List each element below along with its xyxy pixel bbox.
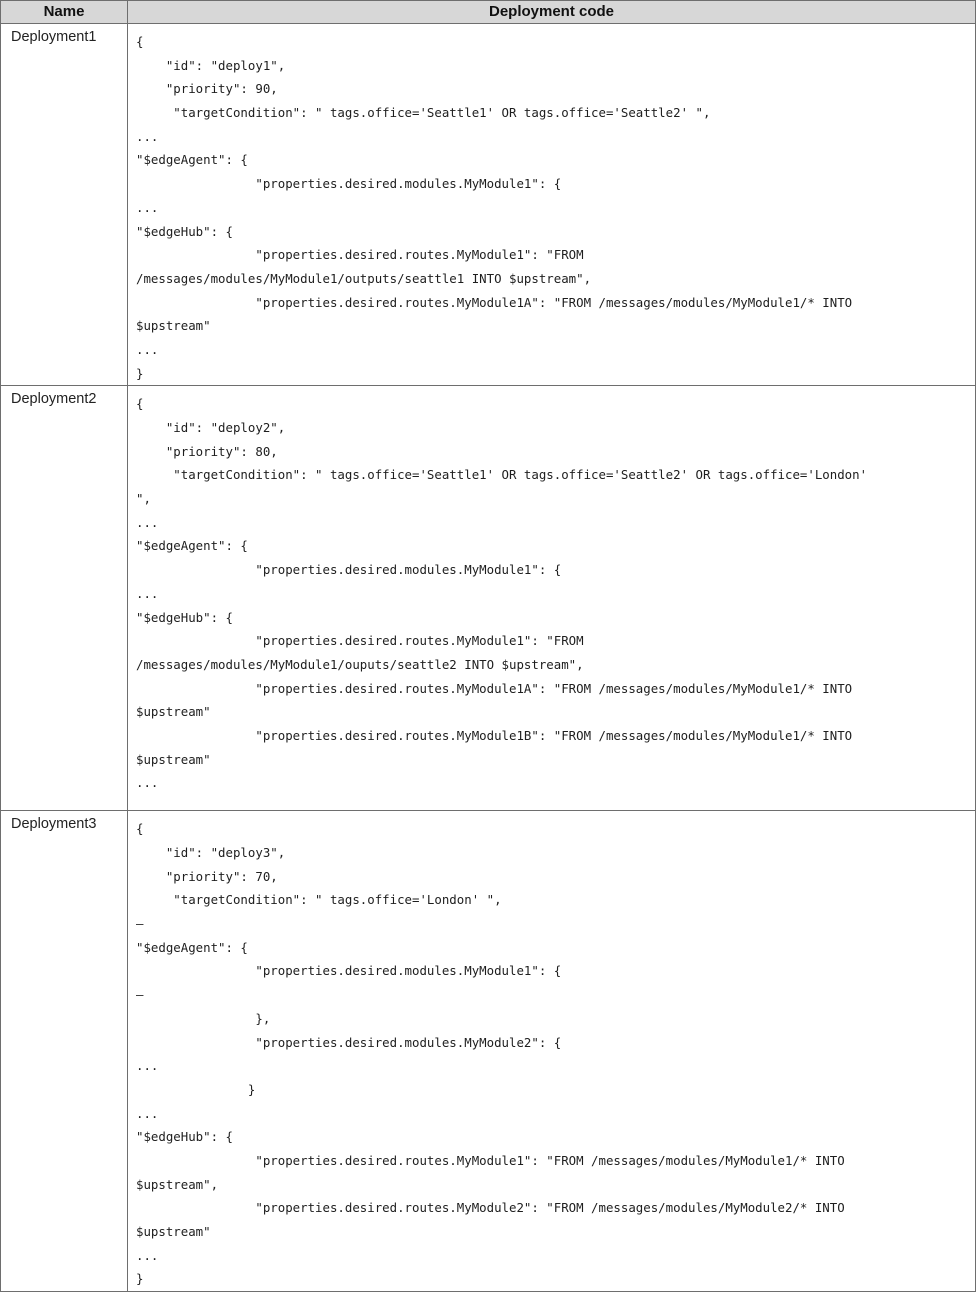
code-line: ... [136, 1247, 159, 1263]
deployment-name: Deployment1 [1, 24, 128, 386]
deployment-code [128, 386, 976, 811]
code-line: "properties.desired.modules.MyModule1": { [136, 562, 562, 578]
code-line: $upstream" [136, 751, 211, 767]
code-line: "$edgeHub": { [136, 1129, 233, 1145]
code-line: "properties.desired.routes.MyModule1A": "FROM /messages/modules/MyModule1/* INTO [136, 680, 853, 696]
code-line: ... [136, 1105, 159, 1121]
table-row [1, 811, 976, 1292]
deployment-code [128, 811, 976, 1292]
code-line: ... [136, 585, 159, 601]
code-line: "targetCondition": " tags.office='Seattle1' OR tags.office='Seattle2' OR tags.office='London' [136, 467, 868, 483]
deployment-name: Deployment2 [1, 386, 128, 811]
code-line: "$edgeAgent": { [136, 538, 248, 554]
code-line: "properties.desired.routes.MyModule2": "FROM /messages/modules/MyModule2/* INTO [136, 1200, 845, 1216]
code-line: "targetCondition": " tags.office='London' ", [136, 892, 502, 908]
code-line: } [136, 365, 144, 381]
code-line: – [136, 987, 144, 1003]
code-column-header: Deployment code [128, 1, 976, 24]
code-line: ... [136, 199, 159, 215]
code-line: /messages/modules/MyModule1/ouputs/seattle2 INTO $upstream", [136, 656, 584, 672]
code-line: "id": "deploy2", [136, 420, 286, 435]
code-line: { [136, 821, 144, 837]
deployment-code [128, 24, 976, 386]
code-line: "priority": 80, [136, 443, 278, 459]
code-line: "properties.desired.routes.MyModule1": "FROM [136, 633, 584, 649]
code-line: $upstream" [136, 704, 211, 720]
code-line: } [136, 1081, 256, 1097]
code-line: ", [136, 491, 151, 507]
code-line: ... [136, 775, 159, 791]
code-line: "priority": 70, [136, 868, 278, 884]
code-line: "properties.desired.routes.MyModule1": "FROM [136, 247, 584, 263]
code-line: $upstream" [136, 318, 211, 334]
deployment-name: Deployment3 [1, 811, 128, 1292]
code-line: "priority": 90, [136, 81, 278, 97]
header-row [1, 1, 976, 24]
code-line: { [136, 34, 144, 49]
code-line: "$edgeAgent": { [136, 939, 248, 955]
code-line: } [136, 1271, 144, 1287]
code-line: "properties.desired.modules.MyModule1": { [136, 963, 562, 979]
code-line: "targetCondition": " tags.office='Seattle1' OR tags.office='Seattle2' ", [136, 105, 711, 121]
code-line: "properties.desired.modules.MyModule1": { [136, 176, 562, 192]
table-body [1, 24, 976, 1292]
code-line: "properties.desired.modules.MyModule2": { [136, 1034, 562, 1050]
name-column-header: Name [1, 1, 128, 24]
code-line: "properties.desired.routes.MyModule1A": "FROM /messages/modules/MyModule1/* INTO [136, 294, 853, 310]
code-line: { [136, 396, 144, 412]
table-row [1, 24, 976, 386]
code-line: ... [136, 341, 159, 357]
code-line: ... [136, 514, 159, 530]
code-line: /messages/modules/MyModule1/outputs/seattle1 INTO $upstream", [136, 270, 592, 286]
code-line: "$edgeAgent": { [136, 152, 248, 168]
code-line: "id": "deploy3", [136, 845, 286, 860]
code-line: – [136, 916, 144, 932]
code-line: "id": "deploy1", [136, 57, 286, 73]
code-line: ... [136, 1058, 159, 1074]
code-line: "$edgeHub": { [136, 609, 233, 625]
code-line: "$edgeHub": { [136, 223, 233, 239]
code-line: $upstream" [136, 1224, 211, 1239]
code-line: }, [136, 1010, 271, 1026]
code-line: "properties.desired.routes.MyModule1": "FROM /messages/modules/MyModule1/* INTO [136, 1152, 845, 1168]
code-line: "properties.desired.routes.MyModule1B": "FROM /messages/modules/MyModule1/* INTO [136, 727, 853, 743]
code-line: $upstream", [136, 1176, 219, 1192]
table-row [1, 386, 976, 811]
code-line: ... [136, 128, 159, 144]
